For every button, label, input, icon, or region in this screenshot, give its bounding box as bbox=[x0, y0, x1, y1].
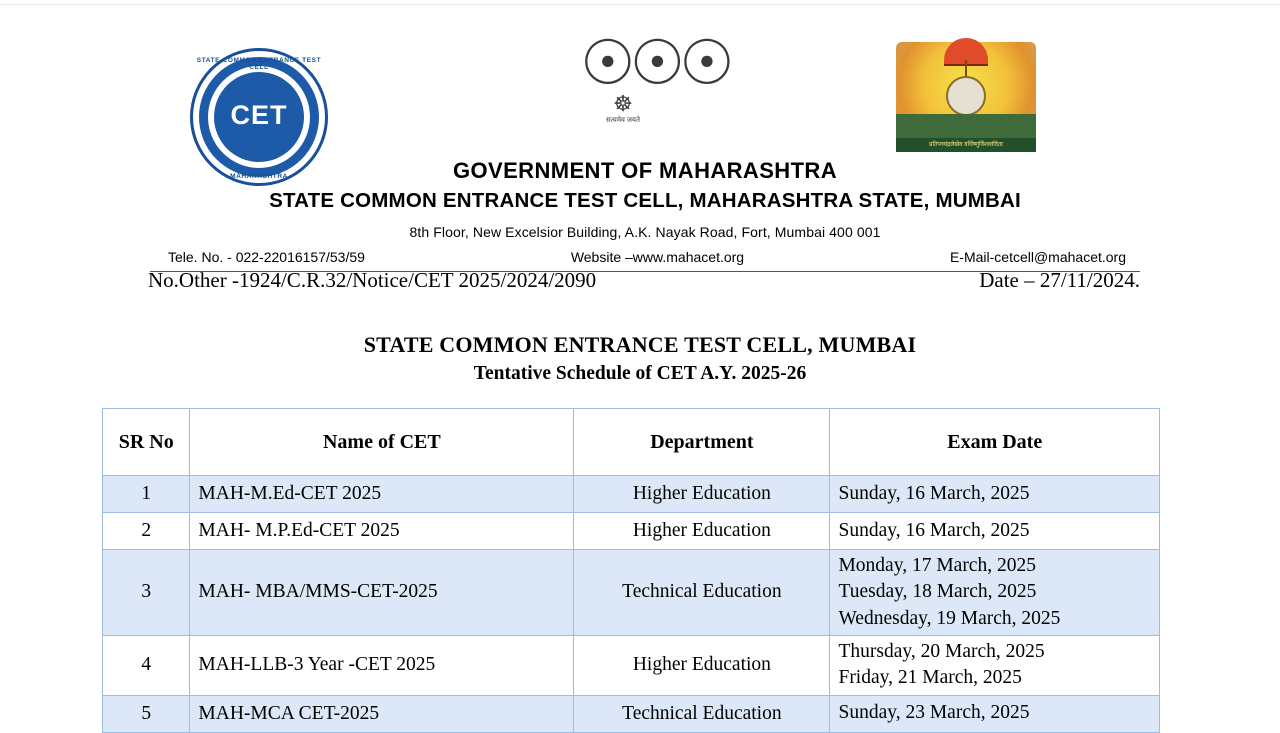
table-body bbox=[103, 476, 1160, 733]
reference-number: No.Other -1924/C.R.32/Notice/CET 2025/2024/2090 bbox=[148, 268, 597, 292]
national-emblem-motto: सत्यमेव जयते bbox=[606, 116, 640, 124]
exam-date-line: Sunday, 16 March, 2025 bbox=[838, 482, 1030, 504]
column-header-department: Department bbox=[574, 409, 830, 476]
cell-sr-no: 2 bbox=[103, 513, 190, 550]
national-emblem-icon bbox=[580, 30, 729, 152]
state-emblem-motto-band: प्रतिपच्चंद्रलेखेव वर्धिष्णुर्विश्ववंदिता bbox=[896, 138, 1036, 152]
exam-date-line: Sunday, 23 March, 2025 bbox=[838, 702, 1030, 724]
exam-date-line: Thursday, 20 March, 2025 bbox=[838, 640, 1045, 662]
table-header-row bbox=[103, 409, 1160, 476]
page-title: STATE COMMON ENTRANCE TEST CELL, MUMBAI bbox=[363, 332, 917, 357]
cell-department: Higher Education bbox=[574, 513, 830, 550]
cell-name-of-cet: MAH-MCA CET-2025 bbox=[190, 695, 574, 732]
cell-department: Higher Education bbox=[574, 476, 830, 513]
page-subtitle: Tentative Schedule of CET A.Y. 2025-26 bbox=[473, 363, 807, 384]
ashoka-chakra-icon: ☸ bbox=[613, 91, 633, 116]
exam-date-line: Tuesday, 18 March, 2025 bbox=[838, 581, 1037, 603]
cell-name-of-cet: MAH- M.P.Ed-CET 2025 bbox=[190, 513, 574, 550]
exam-date-line: Wednesday, 19 March, 2025 bbox=[838, 607, 1061, 629]
cell-department: Technical Education bbox=[574, 695, 830, 732]
cell-sr-no: 5 bbox=[103, 695, 190, 732]
email-text: E-Mail-cetcell@mahacet.org bbox=[949, 249, 1126, 265]
cell-sr-no: 3 bbox=[103, 550, 190, 636]
office-address: 8th Floor, New Excelsior Building, A.K. Nayak Road, Fort, Mumbai 400 001 bbox=[409, 224, 881, 240]
column-header-exam-date: Exam Date bbox=[830, 409, 1160, 476]
government-title: GOVERNMENT OF MAHARASHTRA bbox=[453, 158, 837, 183]
table-row bbox=[103, 476, 1160, 513]
cet-logo-center-text: CET bbox=[230, 100, 288, 130]
reference-row bbox=[148, 268, 1140, 293]
letterhead bbox=[150, 30, 1140, 274]
cell-exam-date bbox=[830, 513, 1160, 550]
cell-department: Technical Education bbox=[574, 550, 830, 636]
telephone-text: Tele. No. - 022-22016157/53/59 bbox=[168, 249, 365, 265]
ashoka-lions-shape: ☉☉☉ bbox=[580, 30, 729, 98]
table-header bbox=[103, 409, 1160, 476]
cet-logo-icon bbox=[190, 48, 330, 188]
table-row bbox=[103, 550, 1160, 636]
cell-exam-date bbox=[830, 550, 1160, 636]
cell-name-of-cet: MAH-LLB-3 Year -CET 2025 bbox=[190, 635, 574, 695]
cell-title: STATE COMMON ENTRANCE TEST CELL, MAHARASHTRA STATE, MUMBAI bbox=[269, 189, 1021, 212]
table-row bbox=[103, 695, 1160, 732]
column-header-name-of-cet: Name of CET bbox=[190, 409, 574, 476]
table-row bbox=[103, 635, 1160, 695]
state-emblem-center-disc bbox=[946, 76, 986, 116]
cell-name-of-cet: MAH-M.Ed-CET 2025 bbox=[190, 476, 574, 513]
cell-department: Higher Education bbox=[574, 635, 830, 695]
exam-date-line: Monday, 17 March, 2025 bbox=[838, 555, 1036, 576]
cet-schedule-table bbox=[102, 408, 1160, 733]
cell-name-of-cet: MAH- MBA/MMS-CET-2025 bbox=[190, 550, 574, 636]
exam-date-line: Sunday, 16 March, 2025 bbox=[838, 519, 1030, 541]
cell-sr-no: 1 bbox=[103, 476, 190, 513]
cet-logo-top-arc-text: STATE COMMON ENTRANCE TEST CELL bbox=[196, 57, 322, 71]
column-header-sr-no: SR No bbox=[103, 409, 190, 476]
cell-exam-date bbox=[830, 476, 1160, 513]
maharashtra-state-emblem-icon bbox=[880, 34, 1052, 160]
cet-logo-bottom-arc-text: MAHARASHTRA bbox=[230, 173, 288, 180]
table-row bbox=[103, 513, 1160, 550]
contact-row bbox=[150, 249, 1140, 265]
cell-exam-date bbox=[830, 635, 1160, 695]
cell-sr-no: 4 bbox=[103, 635, 190, 695]
cell-exam-date bbox=[830, 695, 1160, 732]
exam-date-line: Friday, 21 March, 2025 bbox=[838, 667, 1022, 689]
reference-date: Date – 27/11/2024. bbox=[979, 268, 1140, 292]
website-text: Website –www.mahacet.org bbox=[570, 249, 745, 265]
page-top-edge bbox=[0, 0, 1280, 5]
